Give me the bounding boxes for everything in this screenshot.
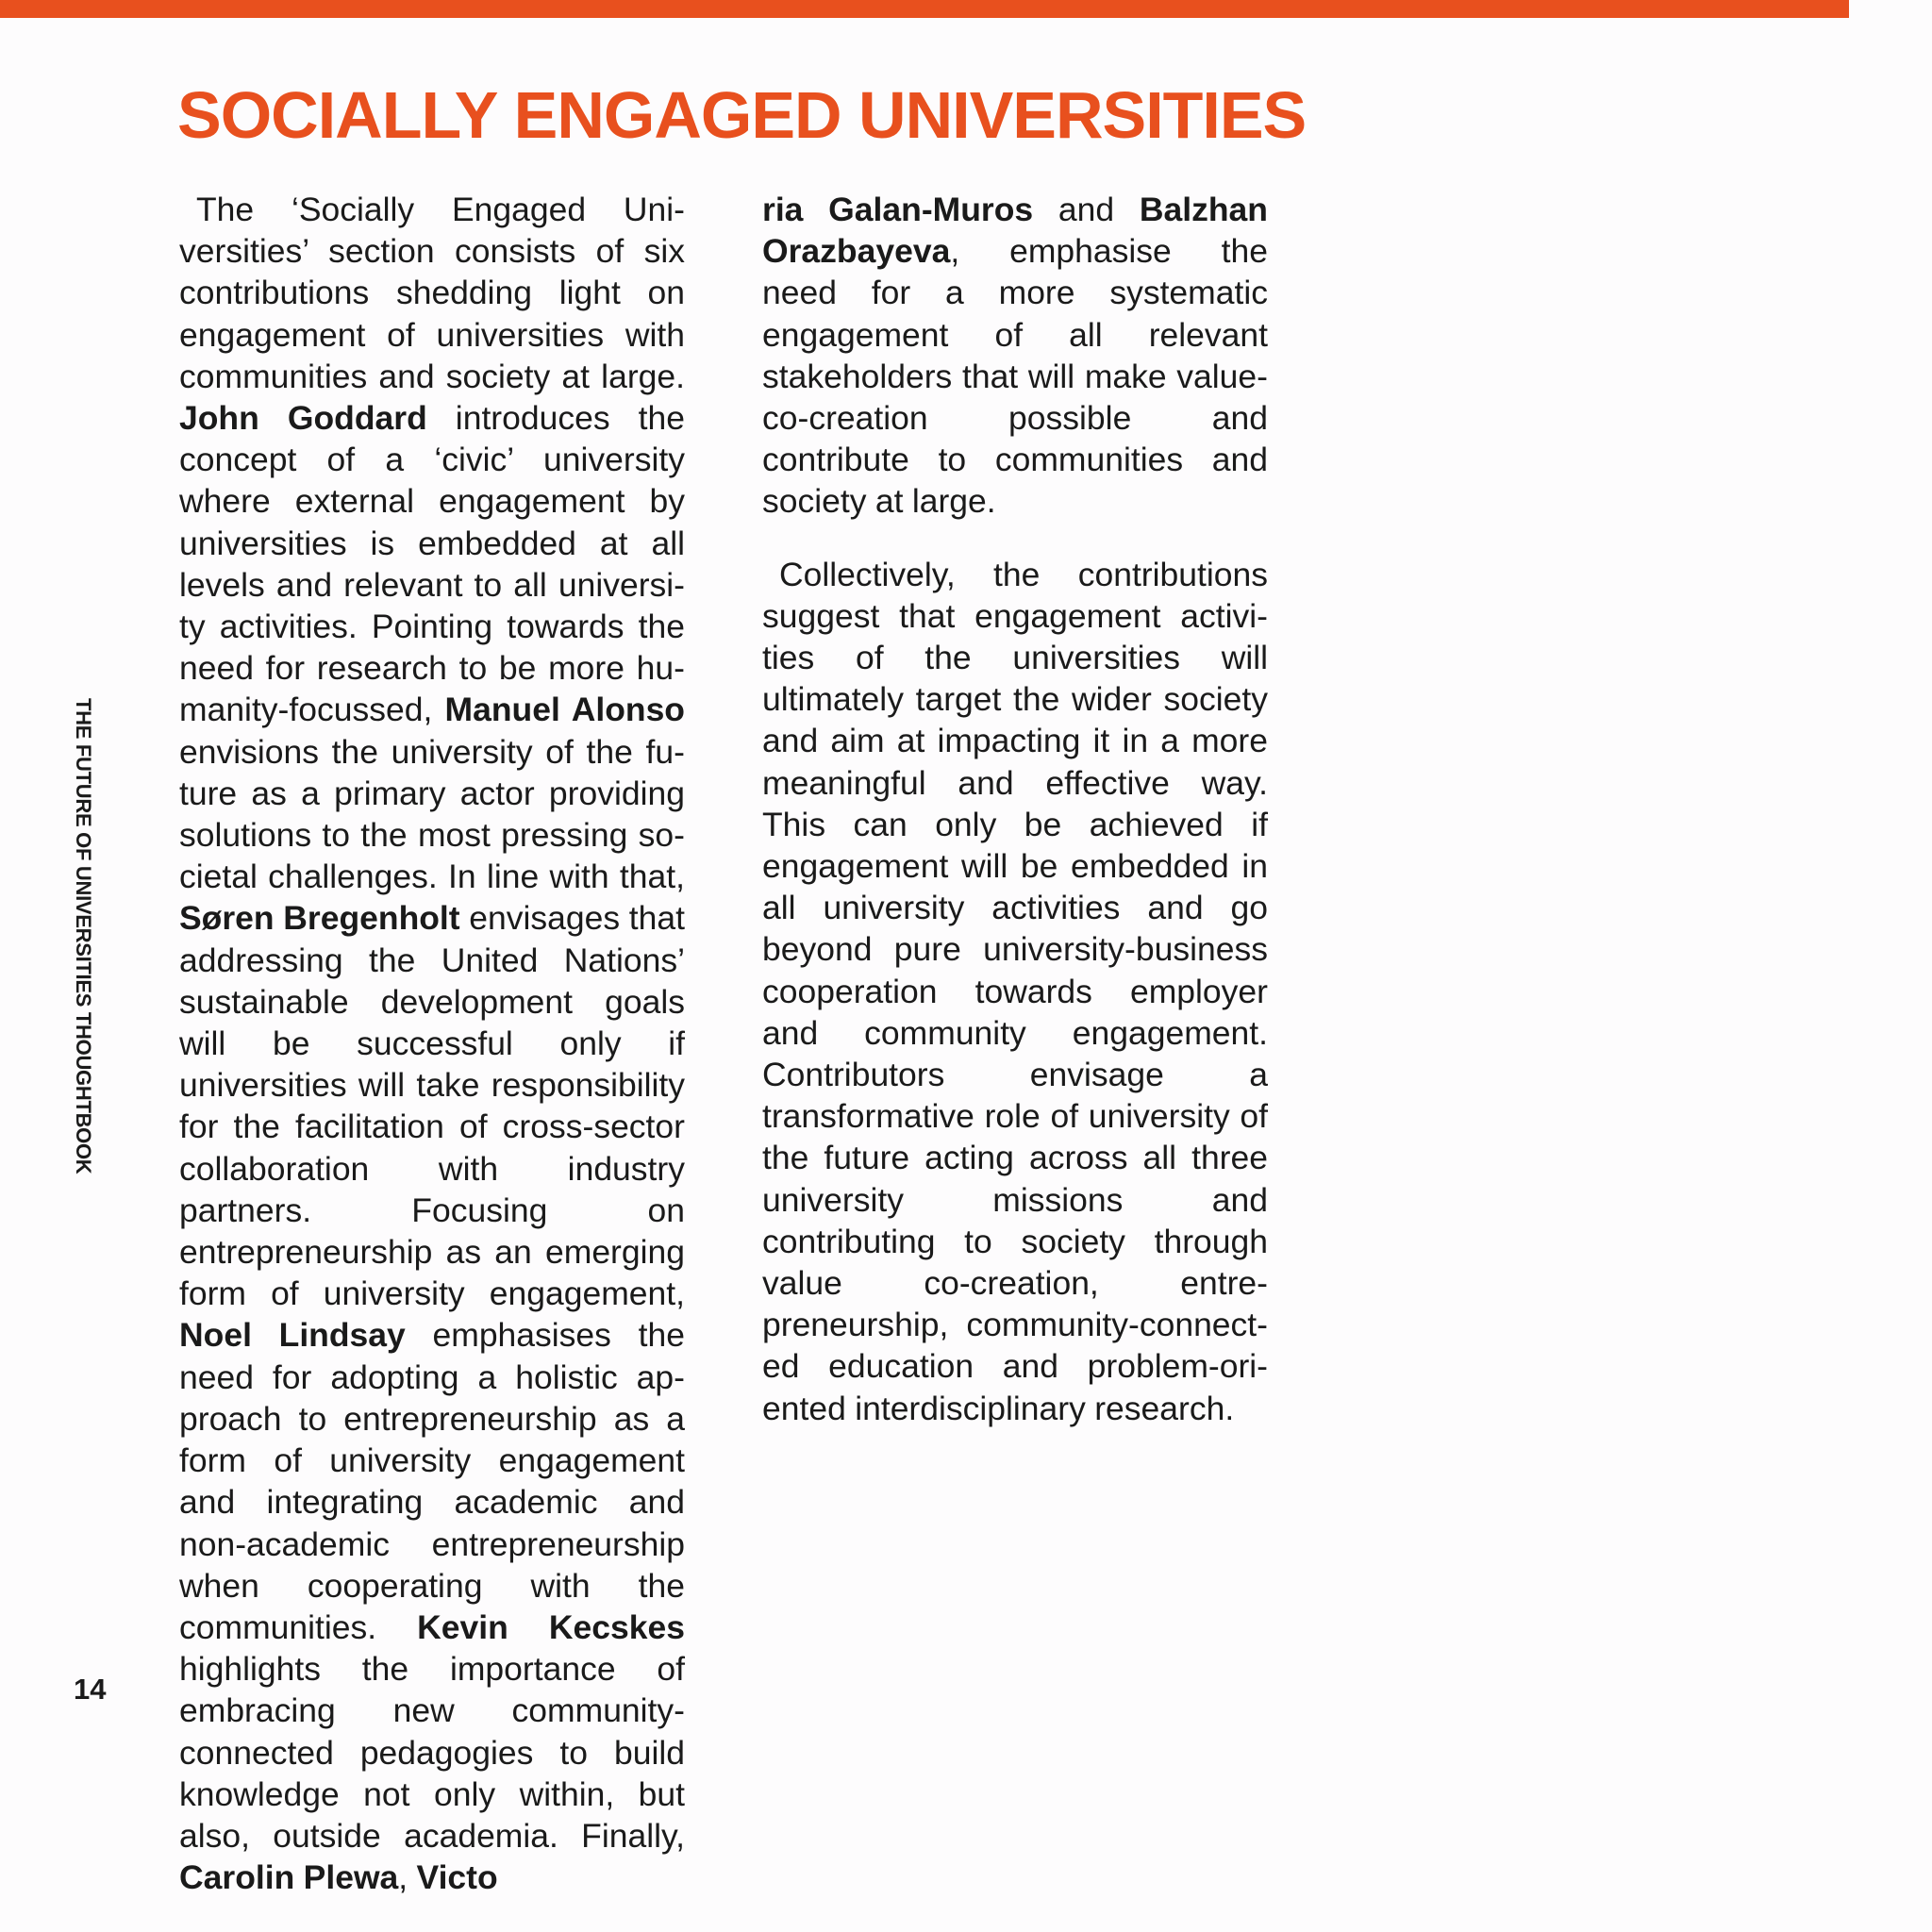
text-column-right [762,189,1268,1429]
text-column-left [179,189,685,1898]
intro-paragraph-continued [762,189,1268,523]
page-number: 14 [74,1673,107,1706]
running-title: THE FUTURE OF UNIVERSITIES THOUGHTBOOK [72,698,95,1174]
conclusion-paragraph: Collectively, the contributions suggest that engagement activities of the universities will ultimately target the wider society and aim at impacting it in a more meaningful and effective way. This can only be achieved if engagement will be embedded in all university activities and go beyond pure university-business cooperation towards employer and community engagement. Contributors envisage a transformative role of university of the future acting across all three university missions and contributing to society through value co-creation, entrepreneurship, community-connected education and problem-oriented interdisciplinary research. [762,555,1268,1427]
body-text: and [1033,191,1140,228]
body-text: highlights the importance of embracing new community-connected pedagogies to build knowledge not only within, but also, outside academia. Finally, [179,1650,685,1855]
intro-paragraph [179,189,685,1898]
body-text: , [398,1858,417,1897]
contributor-name: ria Galan-Muros [762,191,1034,228]
contributor-name: Kevin Kecskes [417,1607,685,1646]
body-text: introduces the concept of a ‘civic’ university where external engagement by universities is embedded at all levels and relevant to all university activities. Pointing towards the need for research to be more humanity-focussed, [179,399,685,729]
contributor-name: Victo [416,1858,498,1897]
body-text: emphasises the need for adopting a holistic approach to entrepreneurship as a form of university engagement and integrating academic and non-academic entrepreneurship when cooperating with the communities. [179,1316,685,1646]
body-text: envisages that addressing the United Nations’ sustainable development goals will be successful only if universities will take responsibility for the facilitation of cross-sector collaboration with industry partners. Focusing on entrepreneurship as an emerging form of university engagement, [179,899,685,1313]
contributor-name: John Goddard [179,399,427,438]
contributor-name: Manuel Alonso [444,691,685,729]
top-accent-bar [0,0,1849,18]
contributor-name: Noel Lindsay [179,1316,406,1355]
contributor-name: Balzhan Orazbayeva [762,191,1268,271]
contributor-name: Carolin Plewa [179,1858,399,1897]
body-text: envisions the university of the future as a primary actor providing solutions to the most pressing societal challenges. In line with that, [179,732,685,896]
contributor-name: Søren Bregenholt [179,899,460,938]
page-title: SOCIALLY ENGAGED UNIVERSITIES [177,78,1307,152]
body-text: , emphasise the need for a more systematic engagement of all relevant stakeholders that will make value-co-creation possible and contribute to communities and society at large. [762,232,1268,521]
body-text: The ‘Socially Engaged Universities’ section consists of six contributions shedding light on engagement of universities with communities and society at large. [179,191,685,395]
